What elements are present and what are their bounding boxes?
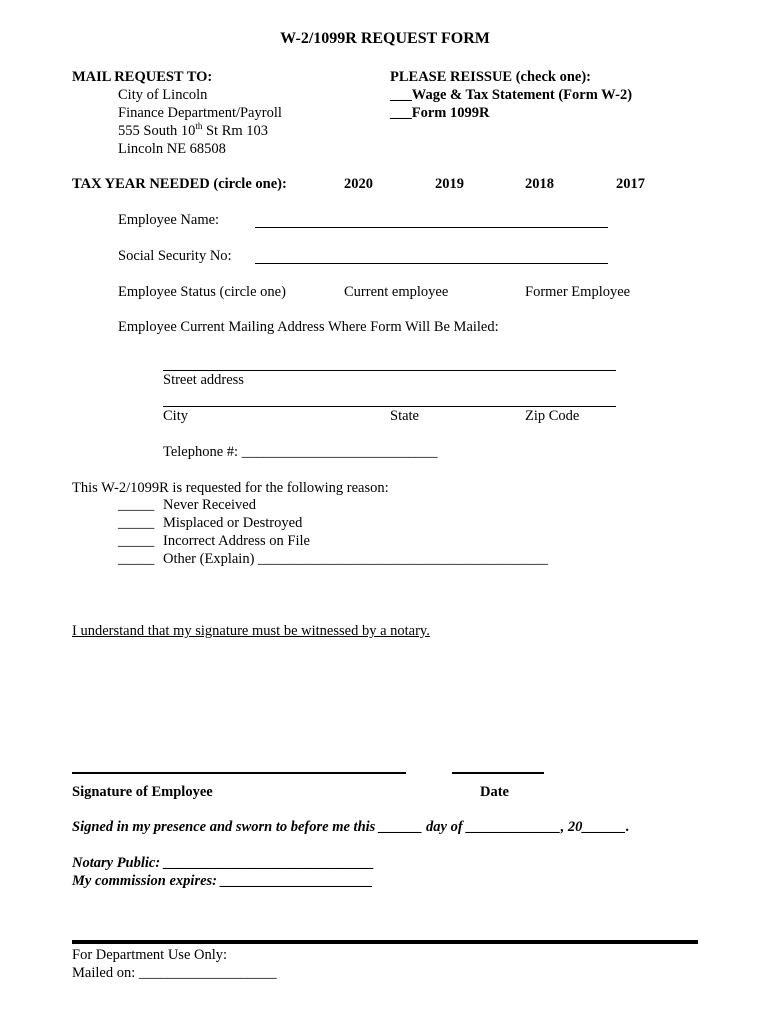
- mailing-address-label: Employee Current Mailing Address Where Form Will Be Mailed:: [118, 319, 499, 335]
- notary-notice: I understand that my signature must be witnessed by a notary.: [72, 623, 430, 639]
- commission-expires-field[interactable]: My commission expires: _____________________: [72, 873, 373, 889]
- ssn-label: Social Security No:: [118, 248, 232, 264]
- reason-misplaced: Misplaced or Destroyed: [163, 515, 303, 531]
- mailed-on-field[interactable]: Mailed on: ___________________: [72, 965, 277, 981]
- mail-line-3-street: St Rm 103: [202, 123, 269, 139]
- mail-line-4: Lincoln NE 68508: [118, 141, 226, 157]
- employee-signature-label: Signature of Employee: [72, 784, 213, 800]
- mail-line-1: City of Lincoln: [118, 87, 208, 103]
- status-current-employee[interactable]: Current employee: [344, 284, 449, 300]
- employee-name-field[interactable]: [255, 227, 608, 228]
- page-title: W-2/1099R REQUEST FORM: [280, 30, 490, 47]
- reason-incorrect-address-blank[interactable]: _____: [118, 533, 155, 549]
- employee-status-label: Employee Status (circle one): [118, 284, 286, 300]
- date-line[interactable]: [452, 772, 544, 774]
- sworn-statement[interactable]: Signed in my presence and sworn to before me this ______ day of _____________, 20______.: [72, 819, 630, 835]
- reason-never-received-blank[interactable]: _____: [118, 497, 155, 513]
- mail-line-3-number: 555 South 10: [118, 123, 196, 139]
- zip-caption: Zip Code: [525, 408, 580, 424]
- date-label: Date: [480, 784, 509, 800]
- reissue-option-1099r[interactable]: ___Form 1099R: [390, 105, 490, 121]
- city-caption: City: [163, 408, 188, 424]
- mail-line-3-suffix: th: [195, 121, 203, 132]
- reason-other-blank[interactable]: _____: [118, 551, 155, 567]
- street-address-caption: Street address: [163, 372, 244, 388]
- mail-line-2: Finance Department/Payroll: [118, 105, 282, 121]
- tax-year-2020[interactable]: 2020: [344, 176, 373, 192]
- mail-line-3: [118, 122, 268, 140]
- tax-year-label: TAX YEAR NEEDED (circle one):: [72, 176, 287, 192]
- employee-signature-line[interactable]: [72, 772, 406, 774]
- department-heading: For Department Use Only:: [72, 947, 228, 963]
- state-caption: State: [390, 408, 419, 424]
- telephone-field[interactable]: Telephone #: ___________________________: [163, 444, 438, 460]
- reissue-heading: PLEASE REISSUE (check one):: [390, 69, 592, 85]
- department-divider: [72, 940, 698, 944]
- reason-other[interactable]: Other (Explain) ________________________________________: [163, 551, 549, 567]
- tax-year-2018[interactable]: 2018: [525, 176, 554, 192]
- ssn-field[interactable]: [255, 263, 608, 264]
- reason-never-received: Never Received: [163, 497, 256, 513]
- status-former-employee[interactable]: Former Employee: [525, 284, 631, 300]
- tax-year-2019[interactable]: 2019: [435, 176, 464, 192]
- reason-intro: This W-2/1099R is requested for the following reason:: [72, 480, 389, 496]
- reason-misplaced-blank[interactable]: _____: [118, 515, 155, 531]
- mail-heading: MAIL REQUEST TO:: [72, 69, 213, 85]
- reissue-option-w2[interactable]: ___Wage & Tax Statement (Form W-2): [390, 87, 633, 103]
- notary-public-field[interactable]: Notary Public: _____________________________: [72, 855, 375, 871]
- reason-incorrect-address: Incorrect Address on File: [163, 533, 310, 549]
- tax-year-2017[interactable]: 2017: [616, 176, 645, 192]
- employee-name-label: Employee Name:: [118, 212, 220, 228]
